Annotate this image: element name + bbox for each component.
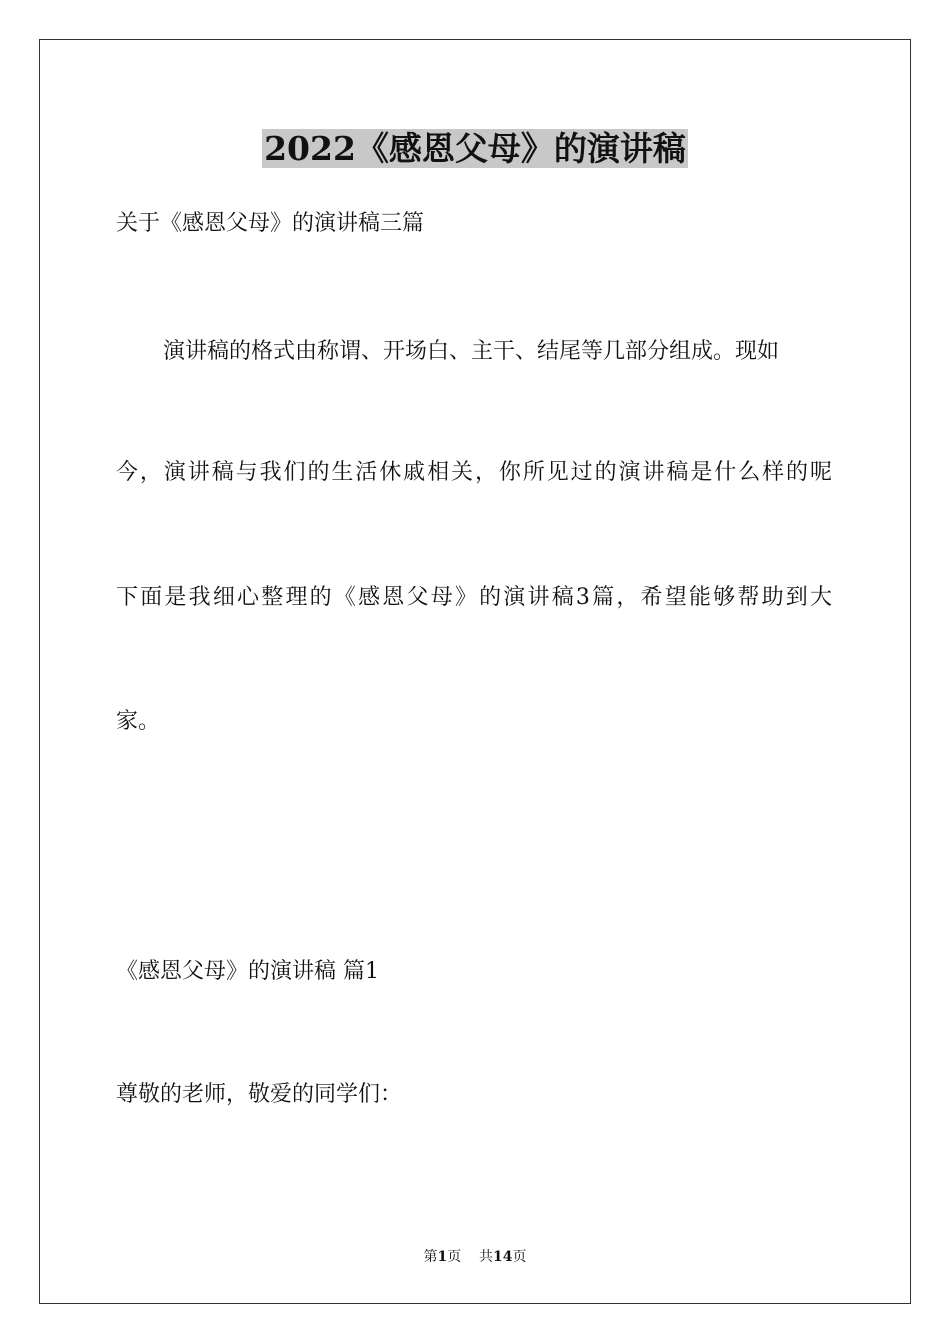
footer-total-suffix: 页 [512, 1249, 527, 1265]
intro-line-1: 演讲稿的格式由称谓、开场白、主干、结尾等几部分组成。现如 [163, 339, 780, 364]
footer-total-pages: 14 [493, 1249, 513, 1265]
intro-line-2: 今，演讲稿与我们的生活休戚相关，你所见过的演讲稿是什么样的呢 [116, 460, 832, 485]
document-subtitle: 关于《感恩父母》的演讲稿三篇 [116, 211, 425, 236]
page-footer [0, 1248, 950, 1266]
intro-line-4: 家。 [116, 709, 161, 734]
document-title-text: 2022《感恩父母》的演讲稿 [264, 129, 686, 168]
footer-page-suffix: 页 [447, 1249, 462, 1265]
salutation: 尊敬的老师，敬爱的同学们： [116, 1082, 403, 1107]
footer-page-number: 1 [437, 1249, 448, 1265]
footer-page-prefix: 第 [423, 1249, 438, 1265]
document-title [0, 124, 950, 174]
footer-total-prefix: 共 [479, 1249, 494, 1265]
section-heading: 《感恩父母》的演讲稿 篇1 [116, 959, 379, 984]
intro-line-3: 下面是我细心整理的《感恩父母》的演讲稿3篇，希望能够帮助到大 [116, 585, 832, 610]
